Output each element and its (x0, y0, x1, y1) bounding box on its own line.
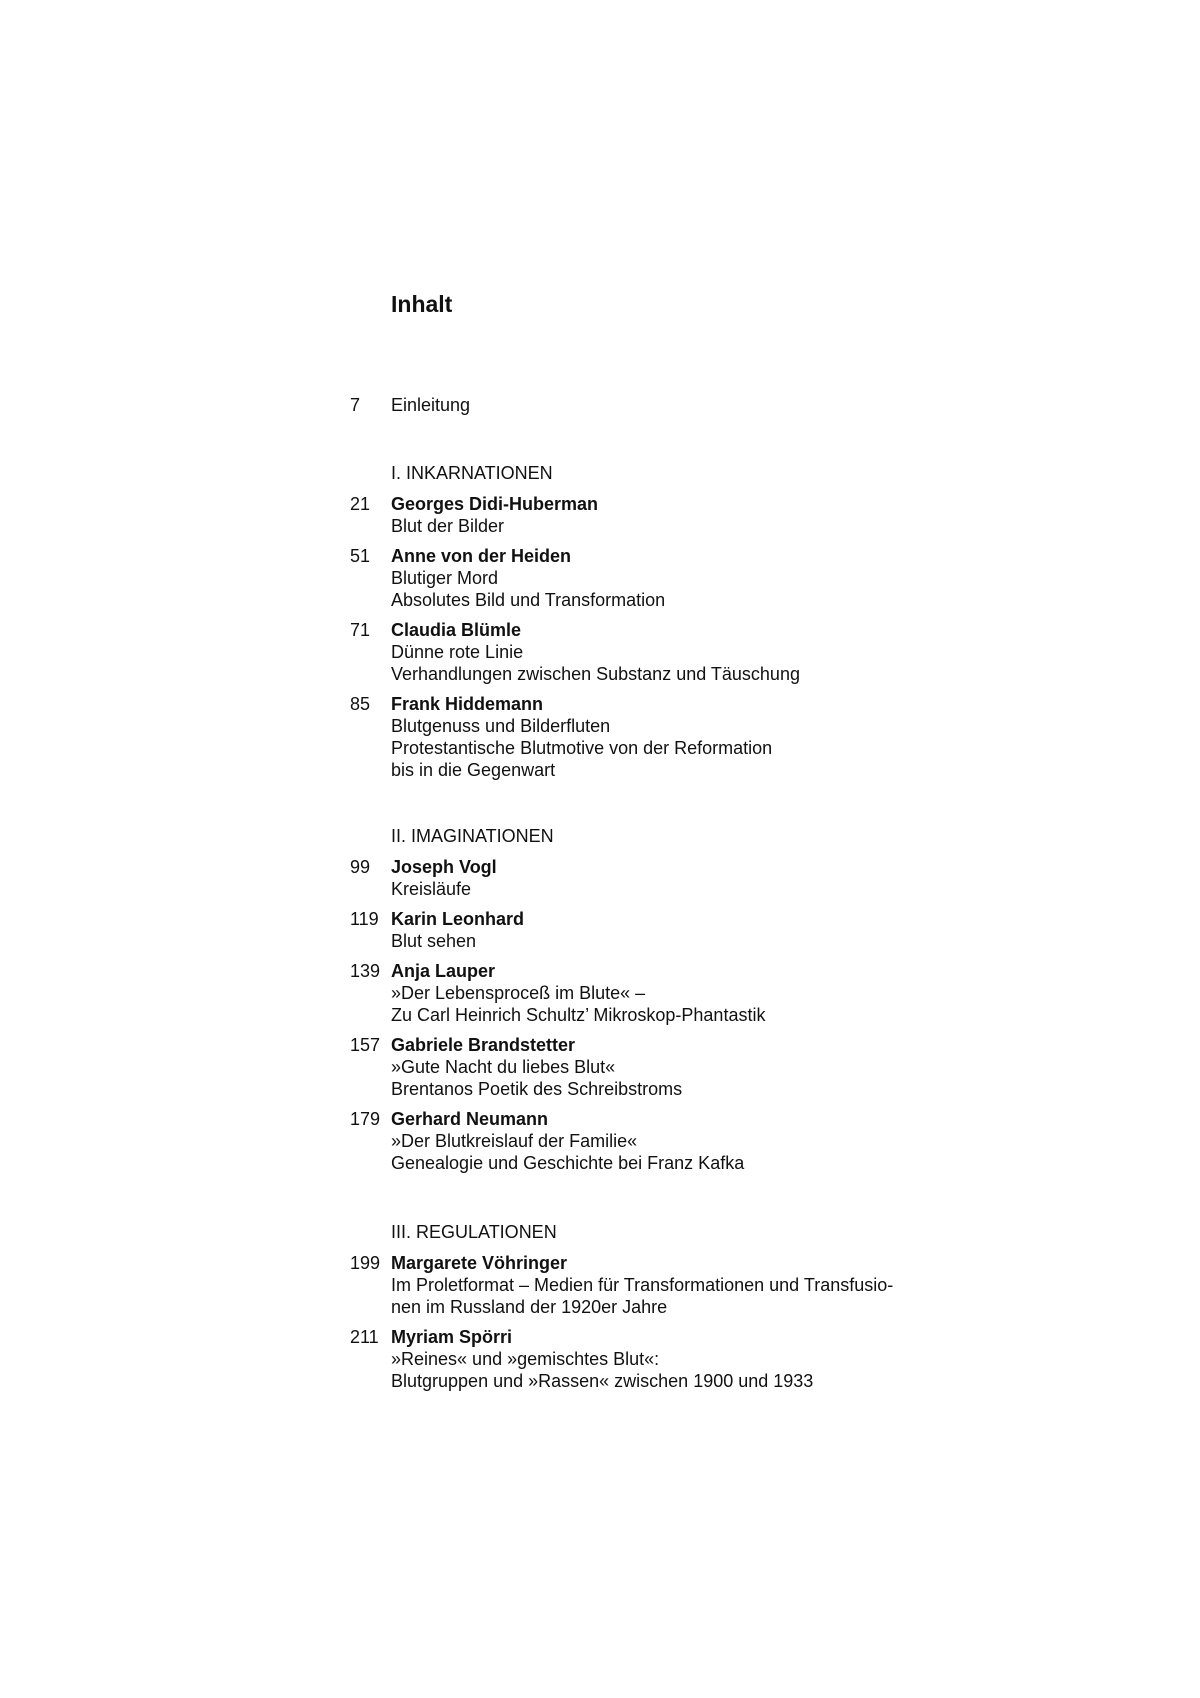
toc-entry (350, 908, 970, 952)
page-number: 157 (350, 1035, 381, 1055)
page-number: 119 (350, 909, 379, 929)
entry-subtitle: Brentanos Poetik des Schreibstroms (391, 1079, 683, 1099)
entry-subtitle: Verhandlungen zwischen Substanz und Täuschung (391, 664, 800, 684)
entry-subtitle: nen im Russland der 1920er Jahre (391, 1297, 668, 1317)
entry-author: Myriam Spörri (391, 1327, 513, 1347)
entry-author: Karin Leonhard (391, 909, 525, 929)
page-number: 139 (350, 961, 381, 981)
page-number: 7 (350, 395, 361, 415)
toc-entry (350, 1034, 970, 1100)
entry-title: Blutiger Mord (391, 568, 499, 588)
toc-entry-intro (350, 394, 970, 416)
entry-title: Dünne rote Linie (391, 642, 524, 662)
entry-title: Blutgenuss und Bilderfluten (391, 716, 611, 736)
page-title: Inhalt (391, 291, 453, 317)
entry-author: Anne von der Heiden (391, 546, 572, 566)
entry-author: Margarete Vöhringer (391, 1253, 568, 1273)
entry-title: Im Proletformat – Medien für Transformationen und Transfusio- (391, 1275, 894, 1295)
entry-author: Gerhard Neumann (391, 1109, 549, 1129)
entry-title: »Der Blutkreislauf der Familie« (391, 1131, 638, 1151)
page-number: 71 (350, 620, 371, 640)
toc-entry (350, 1252, 970, 1318)
section-heading: I. INKARNATIONEN (391, 463, 553, 483)
entry-title: Einleitung (391, 395, 471, 415)
entry-title: »Reines« und »gemischtes Blut«: (391, 1349, 660, 1369)
entry-author: Gabriele Brandstetter (391, 1035, 576, 1055)
entry-subtitle: Zu Carl Heinrich Schultz’ Mikroskop-Phantastik (391, 1005, 766, 1025)
entry-subtitle: Protestantische Blutmotive von der Reformation (391, 738, 773, 758)
toc-entry (350, 693, 970, 781)
toc-entry (350, 619, 970, 685)
section-heading: II. IMAGINATIONEN (391, 826, 554, 846)
entry-title: Blut der Bilder (391, 516, 505, 536)
entry-author: Anja Lauper (391, 961, 496, 981)
entry-title: »Gute Nacht du liebes Blut« (391, 1057, 616, 1077)
entry-title: »Der Lebensproceß im Blute« – (391, 983, 646, 1003)
entry-subtitle: bis in die Gegenwart (391, 760, 556, 780)
page-number: 199 (350, 1253, 381, 1273)
page-number: 99 (350, 857, 371, 877)
entry-subtitle: Absolutes Bild und Transformation (391, 590, 666, 610)
section-heading: III. REGULATIONEN (391, 1222, 557, 1242)
toc-entry (350, 1108, 970, 1174)
toc-entry (350, 493, 970, 537)
entry-author: Claudia Blümle (391, 620, 522, 640)
page-number: 85 (350, 694, 371, 714)
entry-author: Frank Hiddemann (391, 694, 544, 714)
toc-entry (350, 1326, 970, 1392)
page-number: 21 (350, 494, 371, 514)
page-number: 179 (350, 1109, 381, 1129)
page-number: 51 (350, 546, 371, 566)
toc-entry (350, 545, 970, 611)
toc-entry (350, 856, 970, 900)
page-number: 211 (350, 1327, 379, 1347)
entry-author: Georges Didi-Huberman (391, 494, 599, 514)
entry-subtitle: Blutgruppen und »Rassen« zwischen 1900 und 1933 (391, 1371, 814, 1391)
toc-entry (350, 960, 970, 1026)
entry-title: Blut sehen (391, 931, 477, 951)
entry-title: Kreisläufe (391, 879, 472, 899)
entry-author: Joseph Vogl (391, 857, 497, 877)
entry-subtitle: Genealogie und Geschichte bei Franz Kafka (391, 1153, 745, 1173)
